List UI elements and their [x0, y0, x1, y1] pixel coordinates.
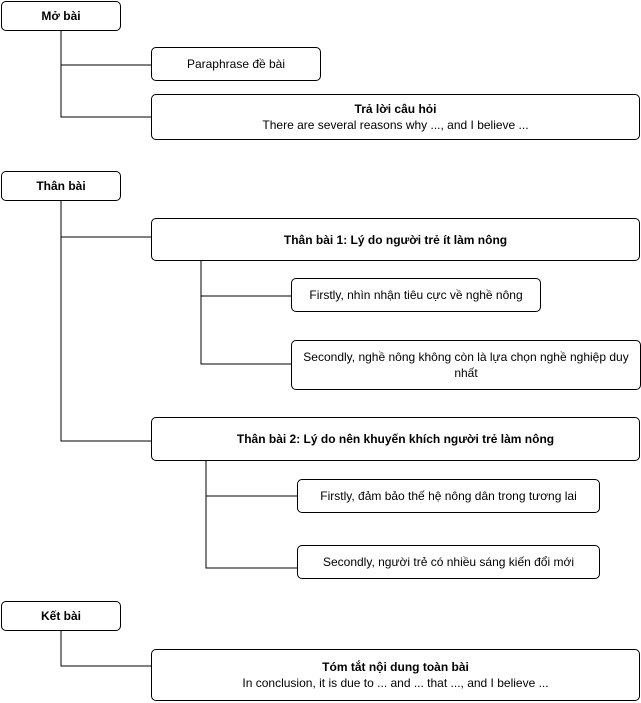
mo-bai-heading-label: Mở bài: [41, 9, 81, 23]
paraphrase-node: [151, 47, 321, 81]
tb2-title: Thân bài 2: Lý do nên khuyến khích người trẻ làm nông: [236, 432, 555, 446]
connector-ket-bai: [61, 631, 151, 666]
answer-text: There are several reasons why ..., and I believe ...: [262, 118, 529, 132]
tb2-item-2-label: Secondly, người trẻ có nhiều sáng kiến đổi mới: [322, 555, 574, 569]
answer-title: Trả lời câu hỏi: [354, 102, 437, 116]
tb2-item-2: [297, 545, 600, 579]
tb2-item-1: [297, 479, 600, 513]
connector-tb2: [206, 461, 297, 568]
tb1-item-2-label: Secondly, nghề nông không còn là lựa chọn nghề nghiệp duy nhất: [303, 350, 629, 380]
paraphrase-label: Paraphrase đề bài: [186, 57, 286, 71]
connector-mo-bai: [61, 31, 151, 117]
than-bai-heading-label: Thân bài: [36, 179, 86, 193]
summary-title: Tóm tắt nội dung toàn bài: [322, 660, 469, 674]
answer-node: [151, 94, 640, 140]
tb1-item-1-label: Firstly, nhìn nhận tiêu cực về nghề nông: [309, 288, 523, 302]
tb1-item-1: [291, 278, 541, 312]
tb2-item-1-label: Firstly, đảm bảo thế hệ nông dân trong tương lai: [320, 489, 577, 503]
mo-bai-heading: [1, 1, 121, 31]
connector-than-bai: [61, 201, 151, 441]
tb1-node: [151, 218, 640, 261]
tb1-item-2: [291, 340, 641, 390]
tb2-node: [151, 417, 640, 461]
than-bai-heading: [1, 171, 121, 201]
ket-bai-heading: [1, 601, 121, 631]
ket-bai-heading-label: Kết bài: [40, 609, 81, 623]
summary-text: In conclusion, it is due to ... and ... that ..., and I believe ...: [242, 676, 549, 690]
summary-node: [151, 649, 640, 701]
connector-tb1: [201, 261, 291, 364]
tb1-title: Thân bài 1: Lý do người trẻ ít làm nông: [283, 232, 508, 247]
